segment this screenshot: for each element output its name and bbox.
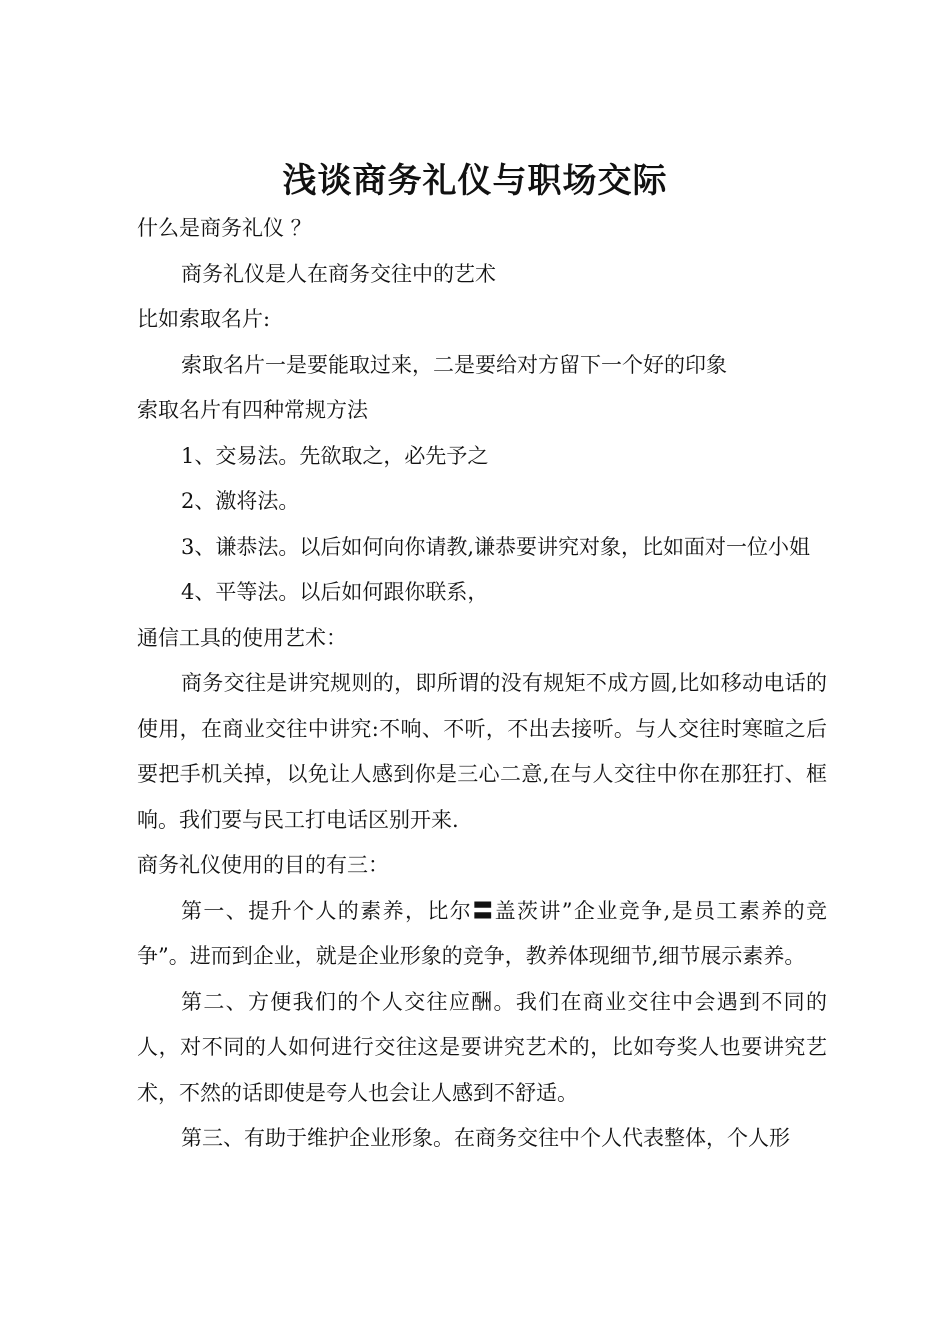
- paragraph: 比如索取名片:: [137, 307, 271, 331]
- list-item: 3、谦恭法。以后如何向你请教,谦恭要讲究对象，比如面对一位小姐: [181, 534, 811, 559]
- paragraph: 第三、有助于维护企业形象。在商务交往中个人代表整体，个人形: [181, 1126, 790, 1150]
- document-title: 浅谈商务礼仪与职场交际: [282, 161, 668, 201]
- document-body: [137, 206, 827, 1162]
- list-item: 1、交易法。先欲取之，必先予之: [181, 443, 489, 468]
- paragraph: 通信工具的使用艺术：: [137, 625, 347, 650]
- paragraph: 索取名片有四种常规方法: [137, 398, 368, 422]
- paragraph: 索取名片一是要能取过来，二是要给对方留下一个好的印象: [181, 352, 727, 377]
- paragraph: 什么是商务礼仪 ？: [137, 216, 312, 240]
- paragraph: 第二、方便我们的个人交往应酬。我们在商业交往中会遇到不同的人，对不同的人如何进行交往这是要讲究艺术的，比如夸奖人也要讲究艺术，不然的话即使是夸人也会让人感到不舒适。: [137, 989, 827, 1105]
- list-item: 2、激将法。: [181, 489, 300, 513]
- paragraph: 商务礼仪使用的目的有三：: [137, 853, 389, 877]
- list-item: 4、平等法。以后如何跟你联系，: [181, 580, 489, 604]
- paragraph: 商务礼仪是人在商务交往中的艺术: [181, 261, 496, 286]
- paragraph: 第一、提升个人的素养，比尔〓盖茨讲”企业竞争,是员工素养的竞争”。进而到企业，就是企业形象的竞争，教养体现细节,细节展示素养。: [137, 898, 827, 968]
- paragraph: 商务交往是讲究规则的，即所谓的没有规矩不成方圆,比如移动电话的使用，在商业交往中讲究:不响、不听，不出去接听。与人交往时寒暄之后要把手机关掉，以免让人感到你是三心二意,在与人交往中你在那狂打、框响。我们要与民工打电话区别开来.: [137, 671, 827, 832]
